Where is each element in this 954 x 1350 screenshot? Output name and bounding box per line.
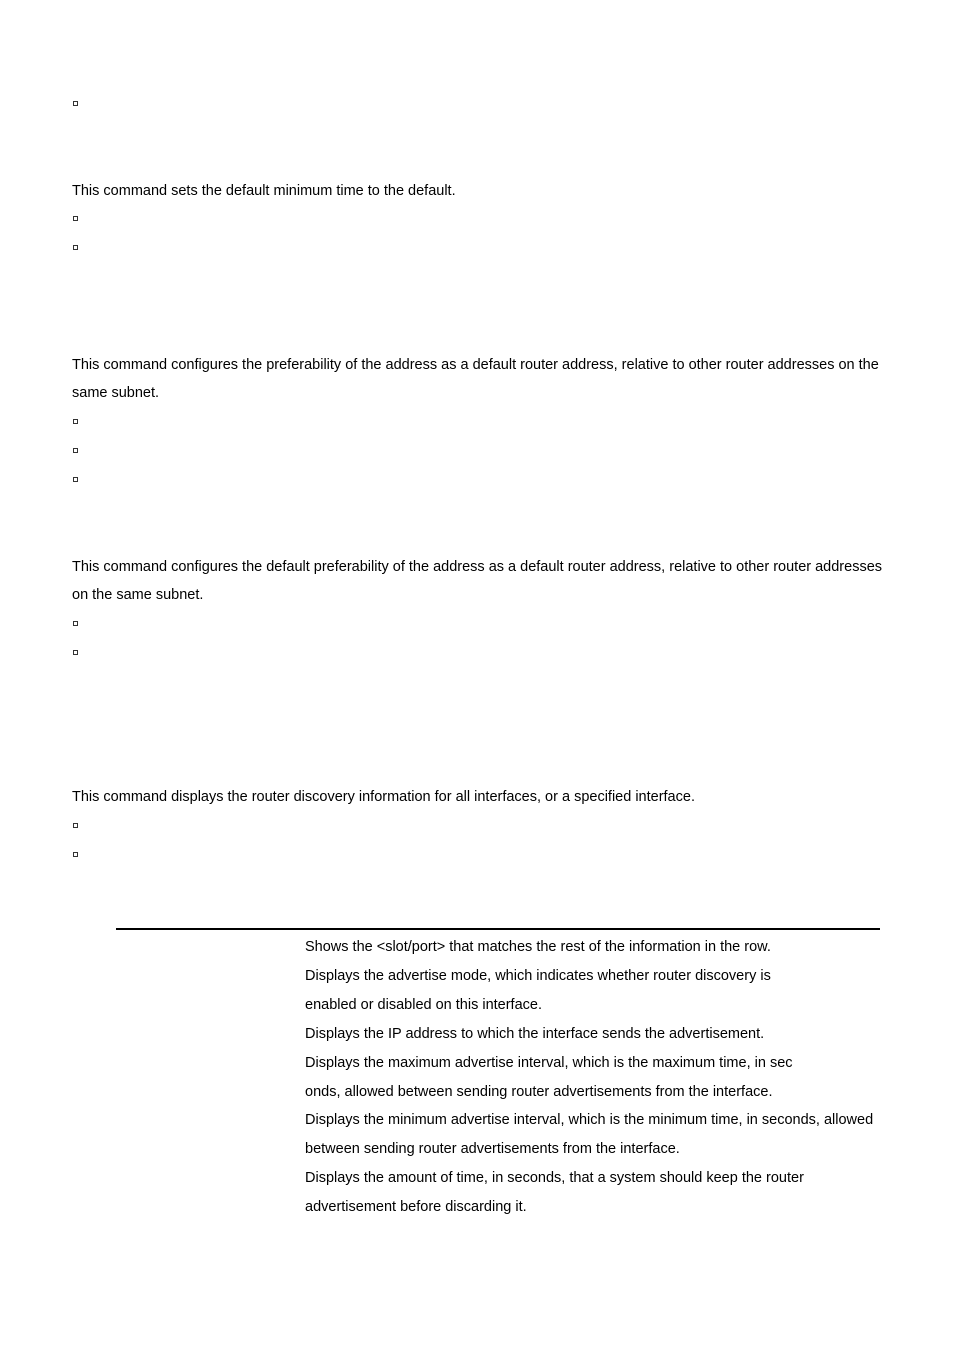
bullet-marker bbox=[73, 101, 79, 107]
field-descriptions-table bbox=[305, 933, 885, 1222]
table-line: Displays the advertise mode, which indicates whether router discovery is bbox=[305, 967, 771, 984]
table-line: Displays the IP address to which the interface sends the advertisement. bbox=[305, 1025, 765, 1042]
table-top-rule bbox=[116, 928, 880, 930]
paragraph-default-preferability: This command configures the default preferability of the address as a default router address, relative to other router addresses on the same subnet. bbox=[72, 559, 883, 603]
paragraph-preferability: This command configures the preferability of the address as a default router address, relative to other router addresses on the same subnet. bbox=[72, 357, 879, 401]
table-line: Displays the amount of time, in seconds, that a system should keep the router bbox=[305, 1170, 804, 1187]
bullet-marker bbox=[73, 823, 79, 829]
bullet-marker bbox=[73, 245, 79, 251]
table-line: enabled or disabled on this interface. bbox=[305, 996, 542, 1013]
bullet-marker bbox=[73, 852, 79, 858]
bullet-marker bbox=[73, 216, 79, 222]
bullet-marker bbox=[73, 621, 79, 627]
paragraph-show-discovery: This command displays the router discovery information for all interfaces, or a specified interface. bbox=[72, 789, 695, 805]
table-line: Displays the maximum advertise interval, which is the maximum time, in sec bbox=[305, 1054, 793, 1071]
table-line: between sending router advertisements from the interface. bbox=[305, 1141, 680, 1158]
bullet-marker bbox=[73, 419, 79, 425]
bullet-marker bbox=[73, 477, 79, 483]
table-line: advertisement before discarding it. bbox=[305, 1199, 527, 1216]
table-line: Displays the minimum advertise interval, which is the minimum time, in seconds, allowed bbox=[305, 1112, 874, 1129]
bullet-marker bbox=[73, 448, 79, 454]
bullet-marker bbox=[73, 650, 79, 656]
table-line: onds, allowed between sending router advertisements from the interface. bbox=[305, 1083, 773, 1100]
table-line: Shows the <slot/port> that matches the rest of the information in the row. bbox=[305, 939, 771, 955]
paragraph-default-min-time: This command sets the default minimum time to the default. bbox=[72, 183, 456, 199]
